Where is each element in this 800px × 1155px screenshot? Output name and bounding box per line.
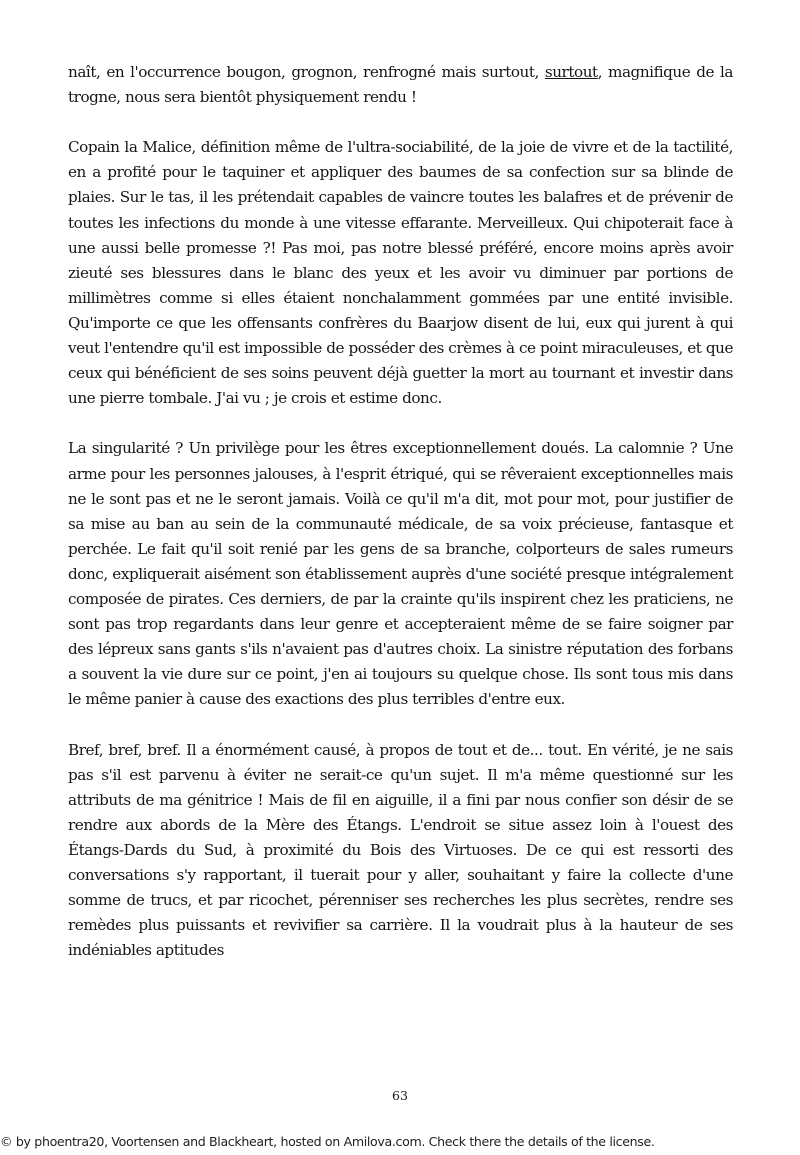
paragraph-1-start: naît, en l'occurrence bougon, grognon, renfrogné mais surtout, [68, 63, 545, 81]
license-footer: © by phoentra20, Voortensen and Blackheart, hosted on Amilova.com. Check there the details of the license. [0, 1134, 655, 1149]
paragraph-4: Bref, bref, bref. Il a énormément causé, à propos de tout et de... tout. En vérité, je ne sais pas s'il est parvenu à éviter ne serait-ce qu'un sujet. Il m'a même questionné sur les attributs de ma génitrice ! Mais de fil en aiguille, il a fini par nous confier son désir de se rendre aux abords de la Mère des Étangs. L'endroit se situe assez loin à l'ouest des Étangs-Dards du Sud, à proximité du Bois des Virtuoses. De ce qui est ressorti des conversations s'y rapportant, il tuerait pour y aller, souhaitant y faire la collecte d'une somme de trucs, et par ricochet, pérenniser ses recherches les plus secrètes, rendre ses remèdes plus puissants et revivifier sa carrière. Il la voudrait plus à la hauteur de ses indéniables aptitudes [68, 740, 733, 960]
paragraph-1 [68, 60, 733, 110]
underlined-word: surtout [544, 63, 598, 81]
page-body [68, 60, 733, 963]
page-number: 63 [392, 1088, 408, 1103]
paragraph-3: La singularité ? Un privilège pour les êtres exceptionnellement doués. La calomnie ? Une arme pour les personnes jalouses, à l'esprit étriqué, qui se rêveraient exceptionnelles mais ne le sont pas et ne le seront jamais. Voilà ce qu'il m'a dit, mot pour mot, pour justifier de sa mise au ban au sein de la communauté médicale, de sa voix précieuse, fantasque et perchée. Le fait qu'il soit renié par les gens de sa branche, colporteurs de sales rumeurs donc, expliquerait aisément son établissement auprès d'une société presque intégralement composée de pirates. Ces derniers, de par la crainte qu'ils inspirent chez les praticiens, ne sont pas trop regardants dans leur genre et accepteraient même de se faire soigner par des lépreux sans gants s'ils n'avaient pas d'autres choix. La sinistre réputation des forbans a souvent la vie dure sur ce point, j'en ai toujours su quelque chose. Ils sont tous mis dans le même panier à cause des exactions des plus terribles d'entre eux. [68, 439, 733, 709]
paragraph-1-end: , magnifique de la trogne, nous sera bientôt physiquement rendu ! [68, 63, 733, 107]
paragraph-2: Copain la Malice, définition même de l'ultra-sociabilité, de la joie de vivre et de la tactilité, en a profité pour le taquiner et appliquer des baumes de sa confection sur sa blinde de plaies. Sur le tas, il les prétendait capables de vaincre toutes les balafres et de prévenir de toutes les infections du monde à une vitesse effarante. Merveilleux. Qui chipoterait face à une aussi belle promesse ?! Pas moi, pas notre blessé préféré, encore moins après avoir zieuté ses blessures dans le blanc des yeux et les avoir vu diminuer par portions de millimètres comme si elles étaient nonchalamment gommées par une entité invisible. Qu'importe ce que les offensants confrères du Baarjow disent de lui, eux qui jurent à qui veut l'entendre qu'il est impossible de posséder des crèmes à ce point miraculeuses, et que ceux qui bénéficient de ses soins peuvent déjà guetter la mort au tournant et investir dans une pierre tombale. J'ai vu ; je crois et estime donc. [68, 138, 733, 408]
